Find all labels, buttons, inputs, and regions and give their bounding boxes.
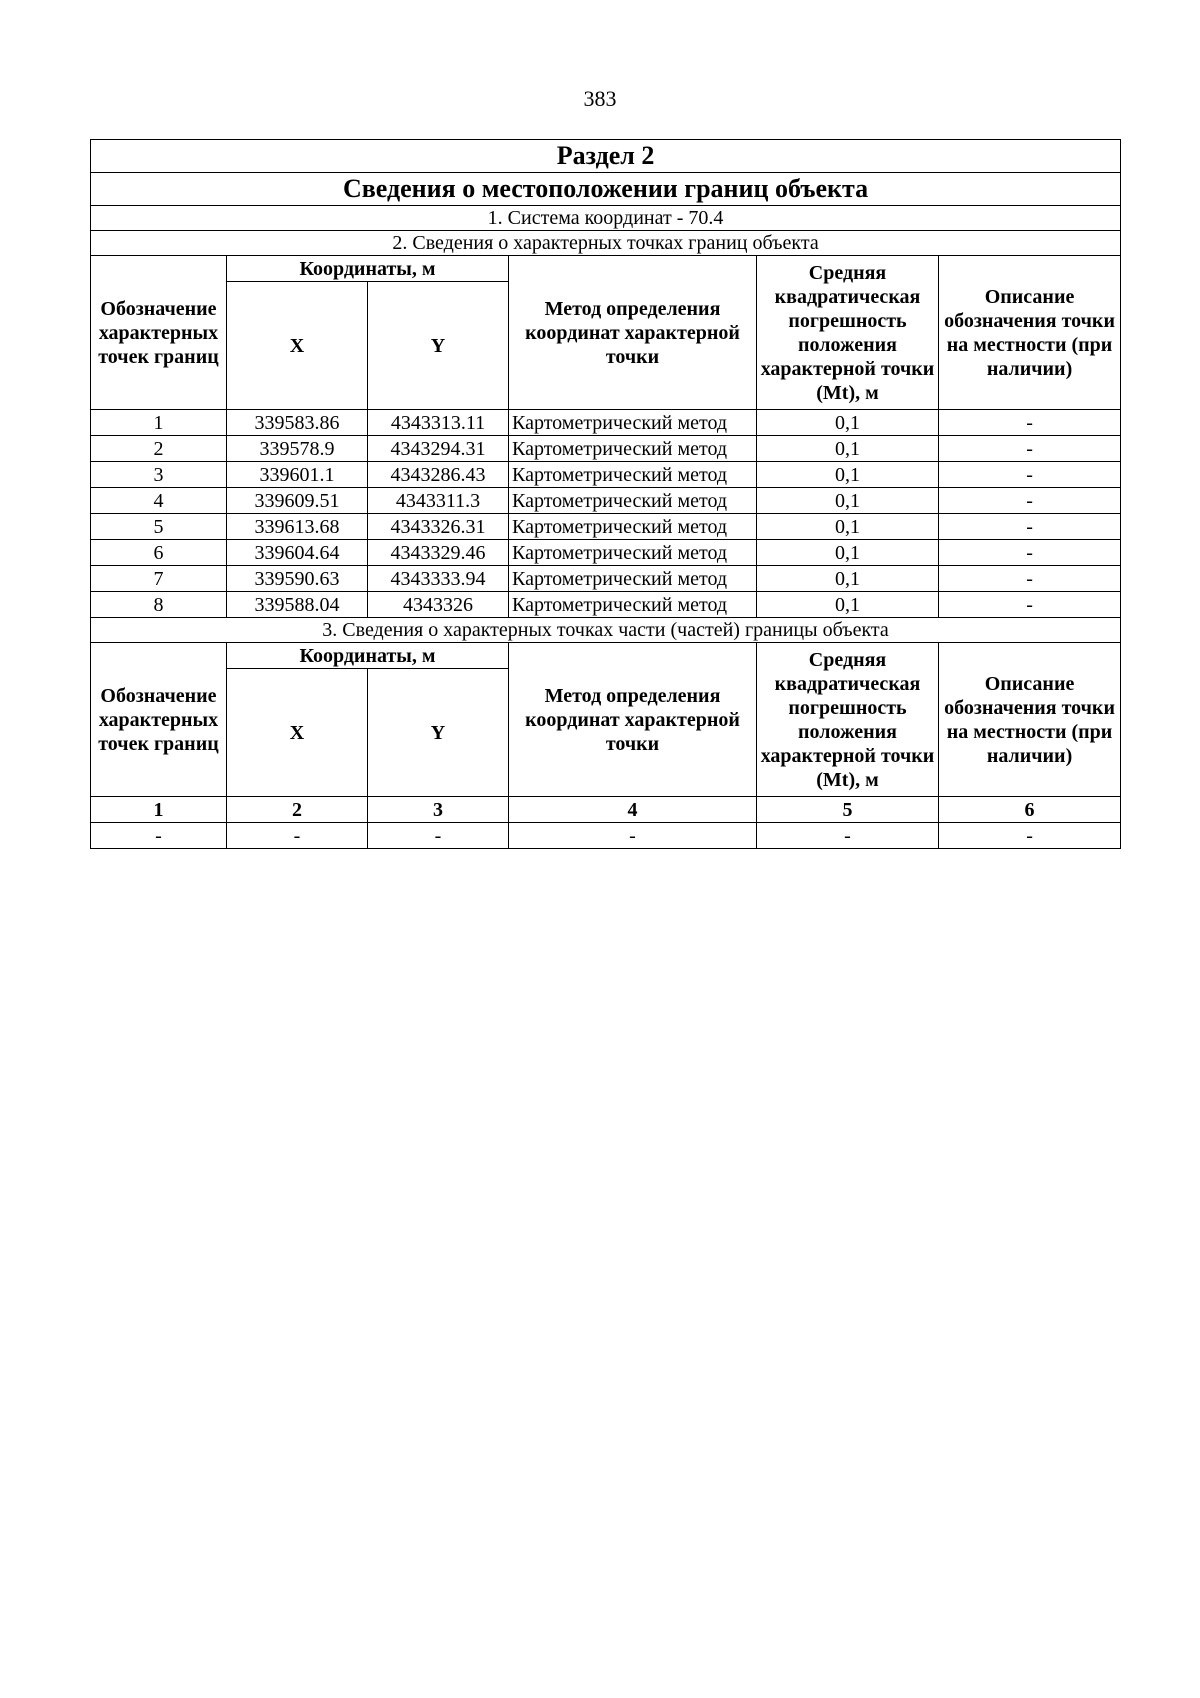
description-cell: - — [939, 462, 1121, 488]
point-number-cell: 8 — [91, 592, 227, 618]
y-header: Y — [368, 282, 509, 410]
mt-cell: 0,1 — [757, 566, 939, 592]
description-header: Описание обозначения точки на местности (при наличии) — [939, 256, 1121, 410]
description-cell: - — [939, 488, 1121, 514]
part2-heading: 2. Сведения о характерных точках границ объекта — [91, 231, 1121, 256]
y-cell: 4343286.43 — [368, 462, 509, 488]
point-number-cell: 5 — [91, 514, 227, 540]
table-row — [91, 566, 1121, 592]
method-cell: Картометрический метод — [509, 566, 757, 592]
description-cell: - — [939, 592, 1121, 618]
mt-cell: 0,1 — [757, 514, 939, 540]
part3-cell: - — [368, 823, 509, 849]
part3-point-label-header: Обозначение характерных точек границ — [91, 643, 227, 797]
error-header: Средняя квадратическая погрешность положения характерной точки (Mt), м — [757, 256, 939, 410]
point-label-header: Обозначение характерных точек границ — [91, 256, 227, 410]
part3-heading: 3. Сведения о характерных точках части (частей) границы объекта — [91, 618, 1121, 643]
column-numbers-row — [91, 797, 1121, 823]
column-number: 3 — [368, 797, 509, 823]
mt-cell: 0,1 — [757, 488, 939, 514]
part3-method-header: Метод определения координат характерной точки — [509, 643, 757, 797]
y-cell: 4343333.94 — [368, 566, 509, 592]
method-cell: Картометрический метод — [509, 488, 757, 514]
column-number: 1 — [91, 797, 227, 823]
method-cell: Картометрический метод — [509, 410, 757, 436]
mt-cell: 0,1 — [757, 410, 939, 436]
point-number-cell: 1 — [91, 410, 227, 436]
column-number: 5 — [757, 797, 939, 823]
point-number-cell: 3 — [91, 462, 227, 488]
part3-cell: - — [227, 823, 368, 849]
point-number-cell: 4 — [91, 488, 227, 514]
x-cell: 339588.04 — [227, 592, 368, 618]
table-row — [91, 488, 1121, 514]
mt-cell: 0,1 — [757, 436, 939, 462]
method-cell: Картометрический метод — [509, 592, 757, 618]
y-cell: 4343326.31 — [368, 514, 509, 540]
point-number-cell: 7 — [91, 566, 227, 592]
part3-coords-header: Координаты, м — [227, 643, 509, 669]
x-cell: 339583.86 — [227, 410, 368, 436]
description-cell: - — [939, 410, 1121, 436]
column-number: 2 — [227, 797, 368, 823]
x-cell: 339590.63 — [227, 566, 368, 592]
part3-cell: - — [509, 823, 757, 849]
column-number: 6 — [939, 797, 1121, 823]
y-cell: 4343294.31 — [368, 436, 509, 462]
x-cell: 339604.64 — [227, 540, 368, 566]
point-number-cell: 6 — [91, 540, 227, 566]
coord-system-line: 1. Система координат - 70.4 — [91, 206, 1121, 231]
boundary-table — [90, 139, 1121, 849]
method-cell: Картометрический метод — [509, 514, 757, 540]
method-cell: Картометрический метод — [509, 540, 757, 566]
part3-description-header: Описание обозначения точки на местности (при наличии) — [939, 643, 1121, 797]
mt-cell: 0,1 — [757, 592, 939, 618]
description-cell: - — [939, 436, 1121, 462]
part3-cell: - — [91, 823, 227, 849]
description-cell: - — [939, 566, 1121, 592]
description-cell: - — [939, 514, 1121, 540]
y-cell: 4343326 — [368, 592, 509, 618]
mt-cell: 0,1 — [757, 462, 939, 488]
table-row — [91, 410, 1121, 436]
x-cell: 339609.51 — [227, 488, 368, 514]
table-row — [91, 592, 1121, 618]
coords-header: Координаты, м — [227, 256, 509, 282]
part3-cell: - — [939, 823, 1121, 849]
method-cell: Картометрический метод — [509, 462, 757, 488]
x-header: X — [227, 282, 368, 410]
table-row — [91, 436, 1121, 462]
x-cell: 339578.9 — [227, 436, 368, 462]
y-cell: 4343329.46 — [368, 540, 509, 566]
y-cell: 4343311.3 — [368, 488, 509, 514]
section-title: Раздел 2 — [91, 140, 1121, 173]
table-row — [91, 540, 1121, 566]
table-row — [91, 823, 1121, 849]
part3-error-header: Средняя квадратическая погрешность положения характерной точки (Mt), м — [757, 643, 939, 797]
part3-y-header: Y — [368, 669, 509, 797]
column-number: 4 — [509, 797, 757, 823]
table-row — [91, 462, 1121, 488]
part3-cell: - — [757, 823, 939, 849]
description-cell: - — [939, 540, 1121, 566]
x-cell: 339613.68 — [227, 514, 368, 540]
method-header: Метод определения координат характерной точки — [509, 256, 757, 410]
y-cell: 4343313.11 — [368, 410, 509, 436]
x-cell: 339601.1 — [227, 462, 368, 488]
part3-body — [91, 823, 1121, 849]
mt-cell: 0,1 — [757, 540, 939, 566]
part3-x-header: X — [227, 669, 368, 797]
method-cell: Картометрический метод — [509, 436, 757, 462]
points-body — [91, 410, 1121, 618]
page-number: 383 — [583, 86, 617, 111]
table-row — [91, 514, 1121, 540]
section-subtitle: Сведения о местоположении границ объекта — [91, 173, 1121, 206]
point-number-cell: 2 — [91, 436, 227, 462]
